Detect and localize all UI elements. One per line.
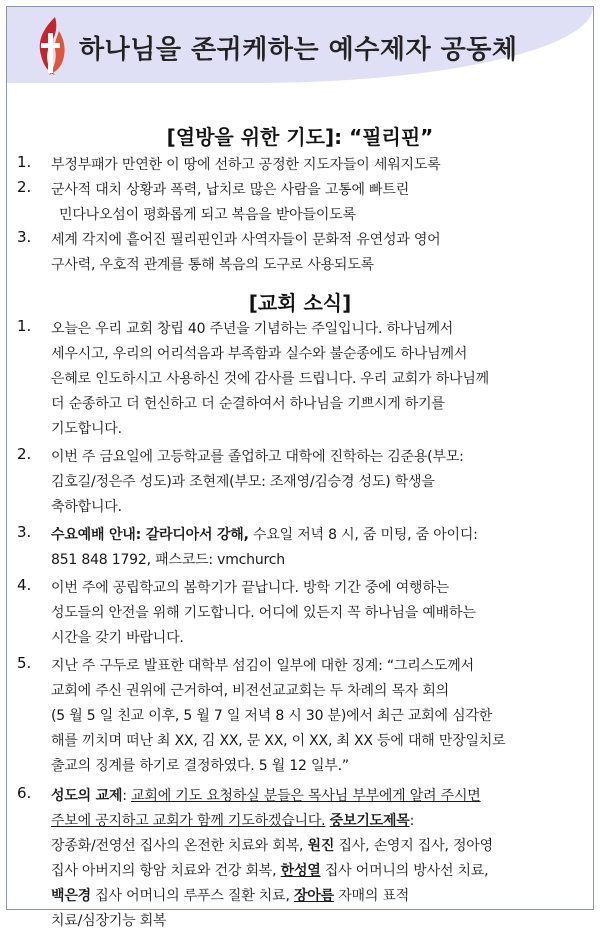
item-text: 집사 아버지의 항암 치료와 건강 회복, 한성열 집사 어머니의 방사선 치료, [51,863,489,879]
news-section-title: [교회 소식] [248,291,352,315]
item-number: 4. [17,576,32,594]
item-number: 1. [17,153,32,171]
wednesday-service-details: 수요일 저녁 8 시, 줌 미팅, 줌 아이디: [248,527,478,543]
prayer-request-notice: 교회에 기도 요청하실 분들은 목사님 부부에게 알려 주시면 [131,788,481,804]
item-number: 2. [17,178,32,196]
item-number: 3. [17,228,32,246]
bulletin-page [6,6,594,929]
item-text: 이번 주 금요일에 고등학교를 졸업하고 대학에 진학하는 김준용(부모: [51,449,464,465]
cross-flame-logo-icon [33,15,69,77]
list-item [7,228,593,278]
intercession-label: 중보기도제목 [329,813,410,829]
list-item [7,153,593,178]
news-list [7,317,593,934]
wednesday-service-label: 수요예배 안내: 갈라디아서 강해, [51,527,249,543]
item-text: (5 월 5 일 친교 이후, 5 월 7 일 저녁 8 시 30 분)에서 최근 교회에 심각한 [51,708,493,724]
list-item [7,784,593,934]
list-item [7,523,593,573]
item-number: 2. [17,445,32,463]
list-item [7,654,593,779]
item-text: 기도합니다. [51,421,122,437]
item-text: 이번 주에 공립학교의 봄학기가 끝납니다. 방학 기간 중에 여행하는 [51,580,449,596]
highlighted-name: 한성열 [280,863,321,879]
item-text: 구사력, 우호적 관계를 통해 복음의 도구로 사용되도록 [51,257,374,273]
item-text: 세우시고, 우리의 어리석음과 부족함과 실수와 불순종에도 하나님께서 [51,346,468,362]
item-text: 장종화/전영선 집사의 온전한 치료와 회복, 원진 집사, 손영지 집사, 정아영 [51,838,493,854]
item-text: 지난 주 구두로 발표한 대학부 섬김이 일부에 대한 징계: “그리스도께서 [51,658,474,674]
item-text: 부정부패가 만연한 이 땅에 선하고 공정한 지도자들이 세워지도록 [51,157,441,173]
item-text: 세계 각지에 흩어진 필리핀인과 사역자들이 문화적 유연성과 영어 [51,232,441,248]
item-text: 은혜로 인도하시고 사용하신 것에 감사를 드립니다. 우리 교회가 하나님께 [51,371,489,387]
item-text: 해를 끼치며 떠난 최 XX, 김 XX, 문 XX, 이 XX, 최 XX 등에 대해 만장일치로 [51,733,506,749]
item-text: 축하합니다. [51,499,122,515]
highlighted-name: 장아름 [293,888,334,904]
item-text: 오늘은 우리 교회 창립 40 주년을 기념하는 주일입니다. 하나님께서 [51,321,454,337]
item-text: 더 순종하고 더 헌신하고 더 순결하여서 하나님을 기쁘시게 하기를 [51,396,445,412]
item-text: 치료/심장기능 회복 [51,913,167,929]
item-number: 1. [17,317,32,335]
highlighted-name: 백은경 [51,888,91,904]
prayer-section-title: [열방을 위한 기도]: “필리핀” [166,125,434,149]
church-name: 하나님을 존귀케하는 예수제자 공동체 [79,35,518,65]
highlighted-name: 원진 [307,838,335,854]
item-number: 6. [17,784,32,802]
zoom-info: 851 848 1792, 패스코드: vmchurch [51,552,285,568]
item-text: 출교의 징계를 하기로 결정하였다. 5 월 12 일부.” [51,758,349,774]
fellowship-label: 성도의 교제 [51,788,123,804]
prayer-request-notice: 주보에 공지하고 교회가 함께 기도하겠습니다. [51,813,326,829]
item-text: 민다나오섬이 평화롭게 되고 복음을 받아들이도록 [59,207,356,223]
item-text: 군사적 대치 상황과 폭력, 납치로 많은 사람을 고통에 빠트린 [51,182,410,198]
item-text: 성도들의 안전을 위해 기도합니다. 어디에 있든지 꼭 하나님을 예배하는 [51,605,476,621]
list-item [7,178,593,228]
list-item [7,445,593,520]
list-item [7,576,593,651]
header-banner [7,7,593,83]
item-text: 주보에 공지하고 교회가 함께 기도하겠습니다. 중보기도제목: [51,813,415,829]
item-text: 성도의 교제: 교회에 기도 요청하실 분들은 목사님 부부에게 알려 주시면 [51,788,481,804]
prayer-list [7,153,593,278]
item-text: 김호길/정은주 성도)과 조현제(부모: 조재영/김승경 성도) 학생을 [51,474,435,490]
item-number: 5. [17,654,32,672]
item-text: 백은경 집사 어머니의 루푸스 질환 치료, 장아름 자매의 표적 [51,888,410,904]
item-text: 교회에 주신 권위에 근거하여, 비전선교교회는 두 차례의 목자 회의 [51,683,449,699]
item-text [51,523,585,548]
item-number: 3. [17,523,32,541]
item-text: 시간을 갖기 바랍니다. [51,630,184,646]
list-item [7,317,593,442]
